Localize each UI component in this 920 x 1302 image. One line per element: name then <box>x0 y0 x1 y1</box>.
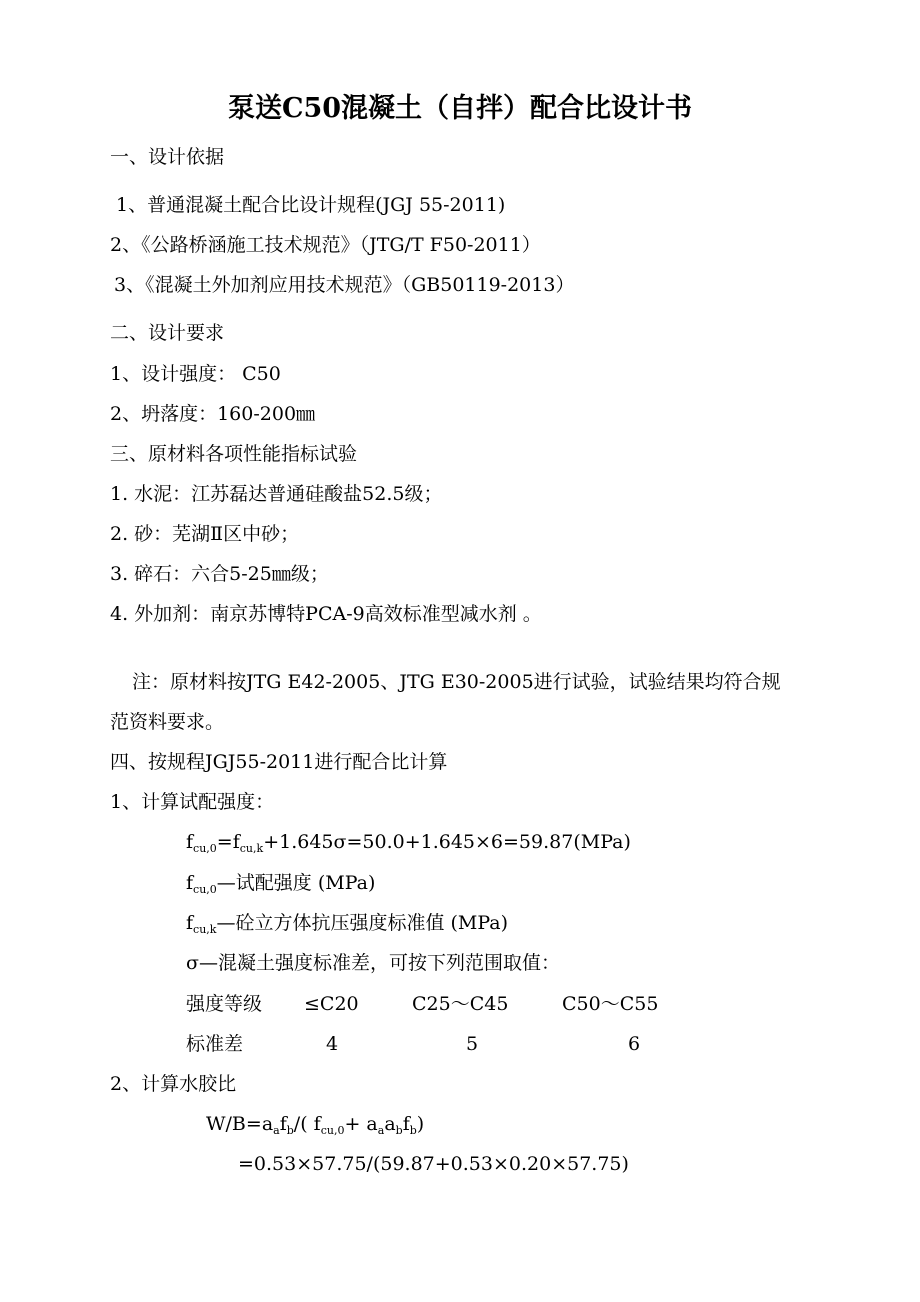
formula-f: f <box>279 1113 287 1135</box>
formula-sub: b <box>409 1124 417 1137</box>
formula-sub: cu,k <box>193 923 217 936</box>
formula-f: f <box>186 872 194 894</box>
table-cell: 强度等级 <box>186 993 263 1015</box>
table-cell: 6 <box>628 1033 641 1055</box>
note-line-1: 注：原材料按JTG E42-2005、JTG E30-2005进行试验，试验结果均符合规 <box>132 671 781 693</box>
definition-text: —砼立方体抗压强度标准值 (MPa) <box>216 912 509 934</box>
requirement-slump: 2、坍落度：160-200㎜ <box>110 403 316 425</box>
definition-fcu0 <box>186 871 375 895</box>
material-cement: 1. 水泥：江苏磊达普通硅酸盐52.5级； <box>110 483 443 505</box>
formula-f: f <box>402 1113 410 1135</box>
step-2-heading: 2、计算水胶比 <box>110 1073 237 1095</box>
table-cell: C50～C55 <box>562 993 659 1015</box>
table-cell: 标准差 <box>186 1033 244 1055</box>
formula-sub: b <box>286 1124 294 1137</box>
formula-sub: cu,0 <box>320 1124 345 1137</box>
formula-eq: = <box>216 831 233 853</box>
table-cell: 4 <box>326 1033 339 1055</box>
formula-sub: cu,0 <box>193 883 217 896</box>
definition-text: —试配强度 (MPa) <box>216 872 376 894</box>
formula-rest: +1.645σ=50.0+1.645×6=59.87(MPa) <box>263 831 631 853</box>
requirement-strength: 1、设计强度： C50 <box>110 363 281 385</box>
formula-f: f <box>313 1113 321 1135</box>
formula-plus: + <box>344 1113 367 1135</box>
formula-sub: cu,k <box>239 842 264 855</box>
section-3-heading: 三、原材料各项性能指标试验 <box>110 443 358 465</box>
table-cell: C25～C45 <box>412 993 509 1015</box>
table-cell: 5 <box>466 1033 479 1055</box>
wb-calculation: =0.53×57.75/(59.87+0.53×0.20×57.75) <box>238 1153 629 1175</box>
definition-fcuk <box>186 911 508 935</box>
reference-item-1: 1、普通混凝土配合比设计规程(JGJ 55-2011) <box>116 194 506 216</box>
formula-a: a <box>366 1113 378 1135</box>
wb-formula <box>206 1112 424 1136</box>
formula-sub: cu,0 <box>193 842 217 855</box>
formula-a: a <box>261 1113 274 1135</box>
section-1-heading: 一、设计依据 <box>110 146 225 168</box>
reference-item-3: 3、《混凝土外加剂应用技术规范》（GB50119-2013） <box>114 274 575 296</box>
material-sand: 2. 砂：芜湖Ⅱ区中砂； <box>110 523 300 545</box>
document-title: 泵送C50混凝土（自拌）配合比设计书 <box>227 93 693 124</box>
formula-sub: a <box>377 1124 385 1137</box>
material-admixture: 4. 外加剂：南京苏博特PCA-9高效标准型减水剂 。 <box>110 603 542 625</box>
strength-formula <box>186 830 631 854</box>
wb-label: W/B= <box>206 1113 262 1135</box>
formula-a: a <box>384 1113 396 1135</box>
step-1-heading: 1、计算试配强度： <box>110 791 275 813</box>
formula-open: /( <box>293 1113 314 1135</box>
formula-f: f <box>186 831 194 853</box>
definition-sigma: σ—混凝土强度标准差，可按下列范围取值： <box>186 952 560 974</box>
formula-f: f <box>186 912 194 934</box>
formula-f: f <box>232 831 240 853</box>
material-gravel: 3. 碎石：六合5-25㎜级； <box>110 563 329 585</box>
formula-sub: b <box>395 1124 403 1137</box>
reference-item-2: 2、《公路桥涵施工技术规范》（JTG/T F50-2011） <box>110 234 541 256</box>
note-line-2: 范资料要求。 <box>110 711 225 733</box>
formula-sub: a <box>273 1124 280 1137</box>
formula-close: ) <box>416 1113 425 1135</box>
table-cell: ≤C20 <box>304 993 359 1015</box>
section-4-heading: 四、按规程JGJ55-2011进行配合比计算 <box>110 751 448 773</box>
section-2-heading: 二、设计要求 <box>110 322 225 344</box>
